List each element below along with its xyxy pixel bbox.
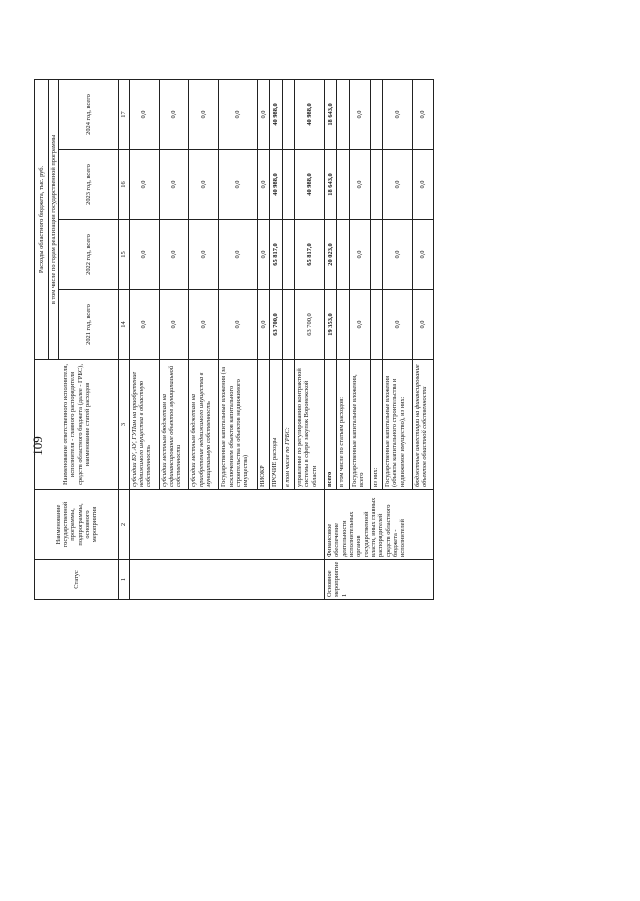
header-expenses-sub: в том числе по годам реализации государственной программы: [49, 79, 59, 359]
header-2024: 2024 год, всего: [59, 79, 119, 149]
value-2023: 0,0: [349, 150, 370, 220]
row-label: бюджетные инвестиции на финансирование объектов областной собственности: [412, 360, 433, 490]
value-2022: 0,0: [219, 220, 258, 290]
header-2021: 2021 год, всего: [59, 290, 119, 360]
row-label: НИОКР: [257, 360, 269, 490]
col-num: 16: [119, 150, 129, 220]
value-2021: 19 353,0: [324, 290, 336, 360]
value-2022: 65 817,0: [270, 220, 282, 290]
row-label: Государственные капитальные вложения, всего: [349, 360, 370, 490]
col-num: 14: [119, 290, 129, 360]
row-label: управление по регулированию контрактной системы в сфере закупок Воронежской области: [294, 360, 324, 490]
value-2023: 40 988,0: [270, 150, 282, 220]
row-label: в том числе по ГРБС:: [282, 360, 294, 490]
header-expenses-title: Расходы областного бюджета, тыс. руб.: [35, 79, 49, 359]
value-2021: 63 700,0: [294, 290, 324, 360]
col-num: 3: [119, 360, 129, 490]
col-num: 2: [119, 490, 129, 560]
row-label: субсидии местным бюджетам на приобретение недвижимого имущества в муниципальную собственность: [189, 360, 219, 490]
value-2021: 0,0: [412, 290, 433, 360]
col-num: 1: [119, 560, 129, 600]
value-2024: 0,0: [159, 79, 189, 149]
name-cell: Финансовое обеспечение деятельности исполнительных органов государственной власти, иных главных распорядителей средств областного бюджета - исполнителей: [324, 490, 433, 560]
value-2022: 65 817,0: [294, 220, 324, 290]
value-2023: 0,0: [219, 150, 258, 220]
value-2023: 0,0: [257, 150, 269, 220]
row-label: всего: [324, 360, 336, 490]
value-2022: 0,0: [382, 220, 412, 290]
value-2024: 0,0: [382, 79, 412, 149]
header-name: Наименование государственной программы, подпрограммы, основного мероприятия: [35, 490, 119, 560]
row-label: субсидии БУ, АУ, ГУПам на приобретение недвижимого имущества в областную собственность: [129, 360, 159, 490]
value-2021: 0,0: [349, 290, 370, 360]
value-2022: 0,0: [412, 220, 433, 290]
value-2024: 18 643,0: [324, 79, 336, 149]
value-2021: 0,0: [257, 290, 269, 360]
value-2022: 0,0: [349, 220, 370, 290]
value-2024: 40 988,0: [270, 79, 282, 149]
table-row: [324, 79, 336, 599]
row-label: Государственные капитальные вложения (объекты капитального строительства и недвижимое имущество), из них:: [382, 360, 412, 490]
budget-table: [34, 79, 434, 600]
value-2022: 0,0: [159, 220, 189, 290]
header-2022: 2022 год, всего: [59, 220, 119, 290]
value-2021: 0,0: [382, 290, 412, 360]
header-2023: 2023 год, всего: [59, 150, 119, 220]
status-cell: Основное мероприятие 1: [324, 560, 433, 600]
value-2023: 0,0: [189, 150, 219, 220]
header-status: Статус: [35, 560, 119, 600]
value-2021: 0,0: [159, 290, 189, 360]
col-num: 17: [119, 79, 129, 149]
row-label: субсидии местным бюджетам на софинансирование объектов муниципальной собственности: [159, 360, 189, 490]
value-2023: 0,0: [129, 150, 159, 220]
value-2021: 0,0: [129, 290, 159, 360]
value-2024: 40 988,0: [294, 79, 324, 149]
table-row: [129, 79, 159, 599]
value-2024: 0,0: [189, 79, 219, 149]
value-2021: 0,0: [189, 290, 219, 360]
value-2024: 0,0: [219, 79, 258, 149]
value-2024: 0,0: [412, 79, 433, 149]
row-label: из них:: [370, 360, 382, 490]
value-2024: 0,0: [129, 79, 159, 149]
row-label: в том числе по статьям расходов:: [337, 360, 349, 490]
value-2023: 40 988,0: [294, 150, 324, 220]
value-2022: 0,0: [257, 220, 269, 290]
value-2022: 0,0: [189, 220, 219, 290]
page-number: 109: [30, 436, 45, 456]
value-2024: 0,0: [349, 79, 370, 149]
value-2021: 63 700,0: [270, 290, 282, 360]
value-2023: 0,0: [159, 150, 189, 220]
value-2023: 0,0: [382, 150, 412, 220]
value-2023: 18 643,0: [324, 150, 336, 220]
value-2022: 20 023,0: [324, 220, 336, 290]
row-label: Государственные капитальные вложения (за исключением объектов капитального строительства и объектов недвижимого имущества): [219, 360, 258, 490]
col-num: 15: [119, 220, 129, 290]
value-2024: 0,0: [257, 79, 269, 149]
header-executor: Наименование ответственного исполнителя, исполнителя - главного распорядителя средств областного бюджета (далее - ГРБС), наименование статей расходов: [35, 360, 119, 490]
value-2023: 0,0: [412, 150, 433, 220]
rotated-table-wrapper: [34, 94, 554, 600]
row-label: ПРОЧИЕ расходы: [270, 360, 282, 490]
value-2022: 0,0: [129, 220, 159, 290]
value-2021: 0,0: [219, 290, 258, 360]
